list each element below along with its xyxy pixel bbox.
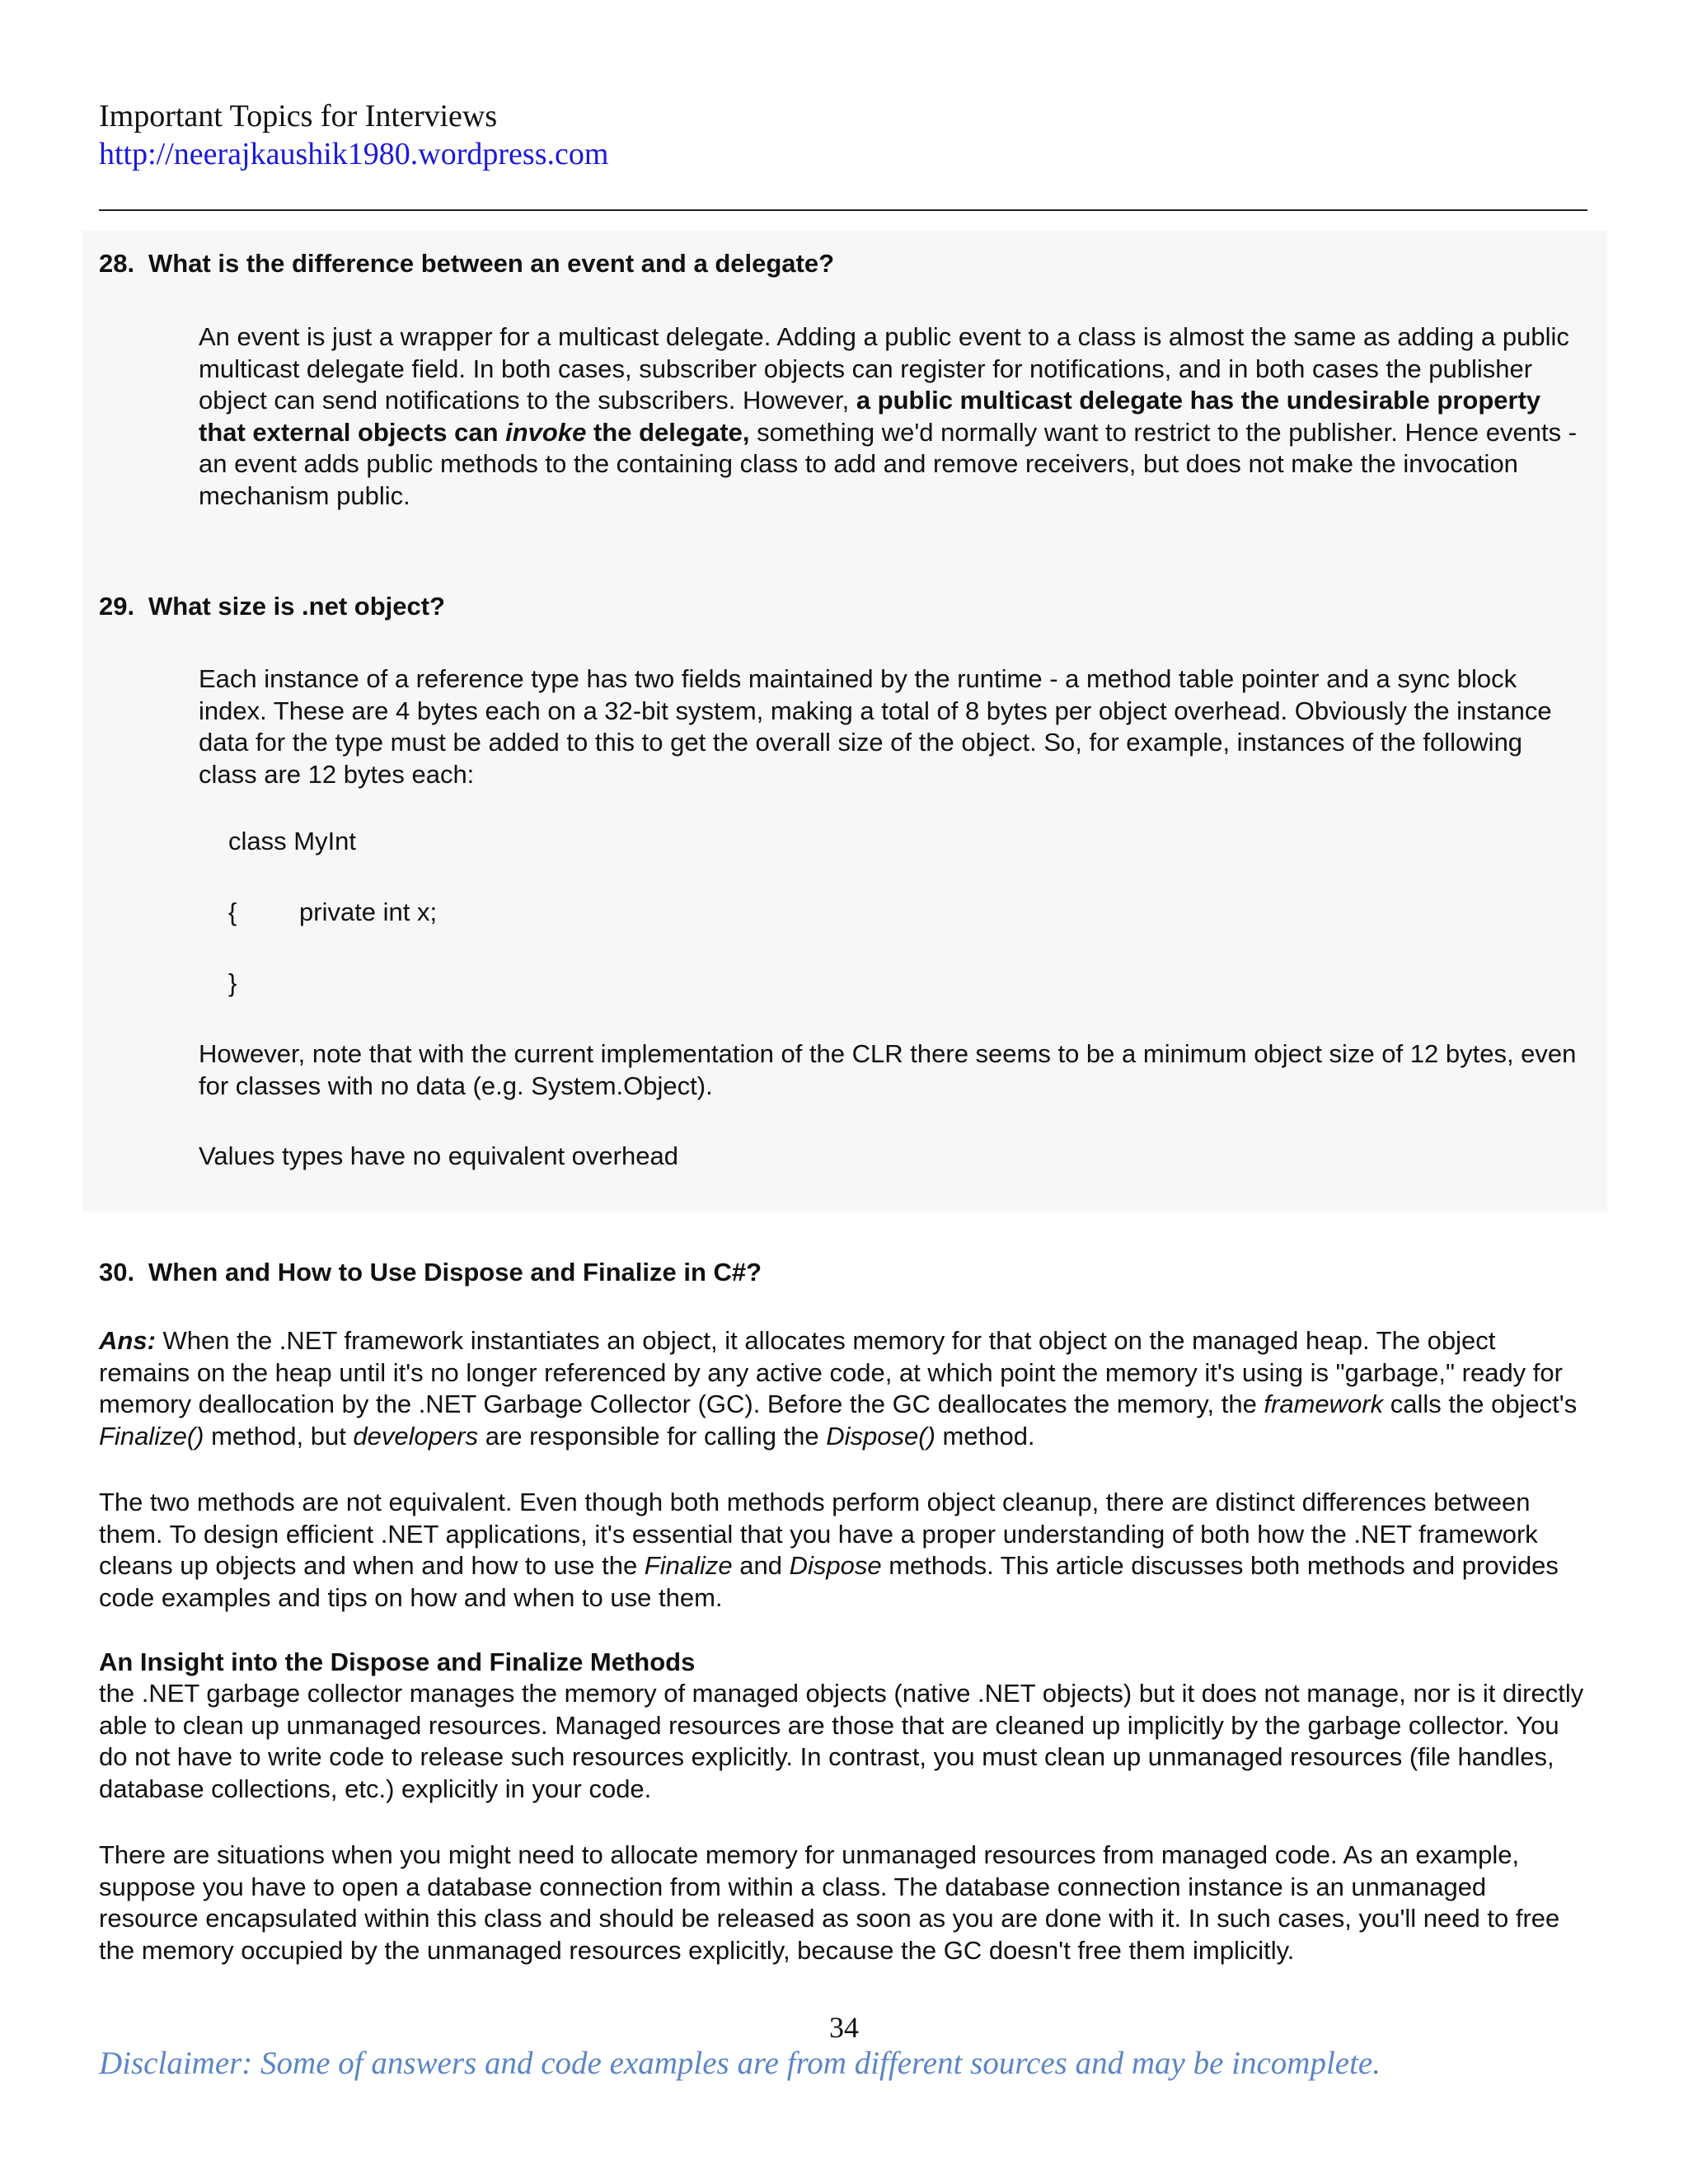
question-29-answer-note: However, note that with the current implementation of the CLR there seems to be a minimum object size of 12 bytes, even for classes with no data (e.g. System.Object). [199,1039,1577,1100]
code-field: private int x; [299,898,438,926]
q28-bold-italic-invoke: invoke [505,417,587,447]
q28-text-a: An event is just a wrapper for a multicast delegate. Adding a public event to a class is almost the same as adding a public multicast delegate field. In both cases, subscriber objects can register for notifications, and in both cases the publisher object can send notifications to the subscribers. However, [199,322,1569,415]
question-30-answer-p4: There are situations when you might need to allocate memory for unmanaged resources from managed code. As an example, suppose you have to open a database connection from within a class. The database connection instance is an unmanaged resource encapsulated within this class and should be released as soon as you are done with it. In such cases, you'll need to free the memory occupied by the unmanaged resources explicitly, because the GC doesn't free them implicitly. [99,1840,1560,1965]
question-29-answer-conclusion: Values types have no equivalent overhead [199,1141,678,1170]
ans-label: Ans: [99,1326,156,1355]
q28-bold-a: a public multicast delegate has the undesirable property that external objects can [199,386,1541,447]
q30-p2-dispose: Dispose [789,1551,882,1580]
header-divider [99,209,1587,211]
q30-p1-developers: developers [353,1421,479,1451]
q30-p1-text-a: When the .NET framework instantiates an object, it allocates memory for that object on the managed heap. The object remains on the heap until it's no longer referenced by any active code, at which point the memory it's using is "garbage," ready for memory deallocation by the .NET Garbage Collector (GC). Before the GC deallocates the memory, the [99,1326,1563,1418]
q30-p1-text-d: are responsible for calling the [478,1421,827,1451]
code-brace-close: } [228,968,237,997]
q30-p2-finalize: Finalize [644,1551,733,1580]
question-29-heading [99,590,445,623]
question-28-answer [199,321,1583,512]
code-class-body [228,897,437,928]
question-28-title: What is the difference between an event and a delegate? [148,249,835,278]
footer-disclaimer: Disclaimer: Some of answers and code examples are from different sources and may be incomplete. [99,2046,1381,2081]
q30-p1-dispose: Dispose() [826,1421,935,1451]
question-30-answer-p3: the .NET garbage collector manages the memory of managed objects (native .NET objects) but it does not manage, nor is it directly able to clean up unmanaged resources. Managed resources are those that are cleaned up implicitly by the garbage collector. You do not have to write code to release such resources explicitly. In contrast, you must clean up unmanaged resources (file handles, database collections, etc.) explicitly in your code. [99,1679,1584,1803]
q30-p1-finalize: Finalize() [99,1421,204,1451]
q28-bold-b: the delegate, [586,417,750,447]
question-30-title: When and How to Use Dispose and Finalize in C#? [148,1258,762,1286]
page-number: 34 [829,2011,859,2044]
question-30-heading [99,1256,762,1289]
code-brace-open: { [228,898,237,926]
question-29-number: 29. [99,592,135,621]
question-30-number: 30. [99,1258,135,1286]
header-site-link[interactable]: http://neerajkaushik1980.wordpress.com [99,137,609,171]
document-header-title: Important Topics for Interviews [99,99,498,134]
q28-text-b: something we'd normally want to restrict to the publisher. Hence events - an event adds public methods to the containing class to add and remove receivers, but does not make the invocation mechanism public. [199,417,1578,510]
question-28-heading [99,247,834,280]
section-subheading: An Insight into the Dispose and Finalize Methods [99,1647,696,1676]
q30-p2-text-a: The two methods are not equivalent. Even though both methods perform object cleanup, there are distinct differences between them. To design efficient .NET applications, it's essential that you have a proper understanding of both how the .NET framework cleans up objects and when and how to use the [99,1488,1538,1580]
q30-p1-text-e: method. [935,1421,1035,1451]
q30-p2-text-b: and [732,1551,790,1580]
question-29-answer-intro: Each instance of a reference type has two fields maintained by the runtime - a method table pointer and a sync block index. These are 4 bytes each on a 32-bit system, making a total of 8 bytes per object overhead. Obviously the instance data for the type must be added to this to get the overall size of the object. So, for example, instances of the following class are 12 bytes each: [199,664,1552,789]
question-30-answer-p1 [99,1325,1591,1452]
q30-p1-text-b: calls the object's [1383,1390,1578,1418]
q30-p1-text-c: method, but [204,1421,354,1451]
question-28-number: 28. [99,249,135,278]
question-30-answer-p2 [99,1487,1591,1614]
question-29-title: What size is .net object? [148,592,445,621]
code-class-declaration: class MyInt [228,827,357,855]
q30-p2-text-c: methods. This article discusses both methods and provides code examples and tips on how and when to use them. [99,1551,1559,1612]
q30-p1-framework: framework [1264,1390,1384,1418]
